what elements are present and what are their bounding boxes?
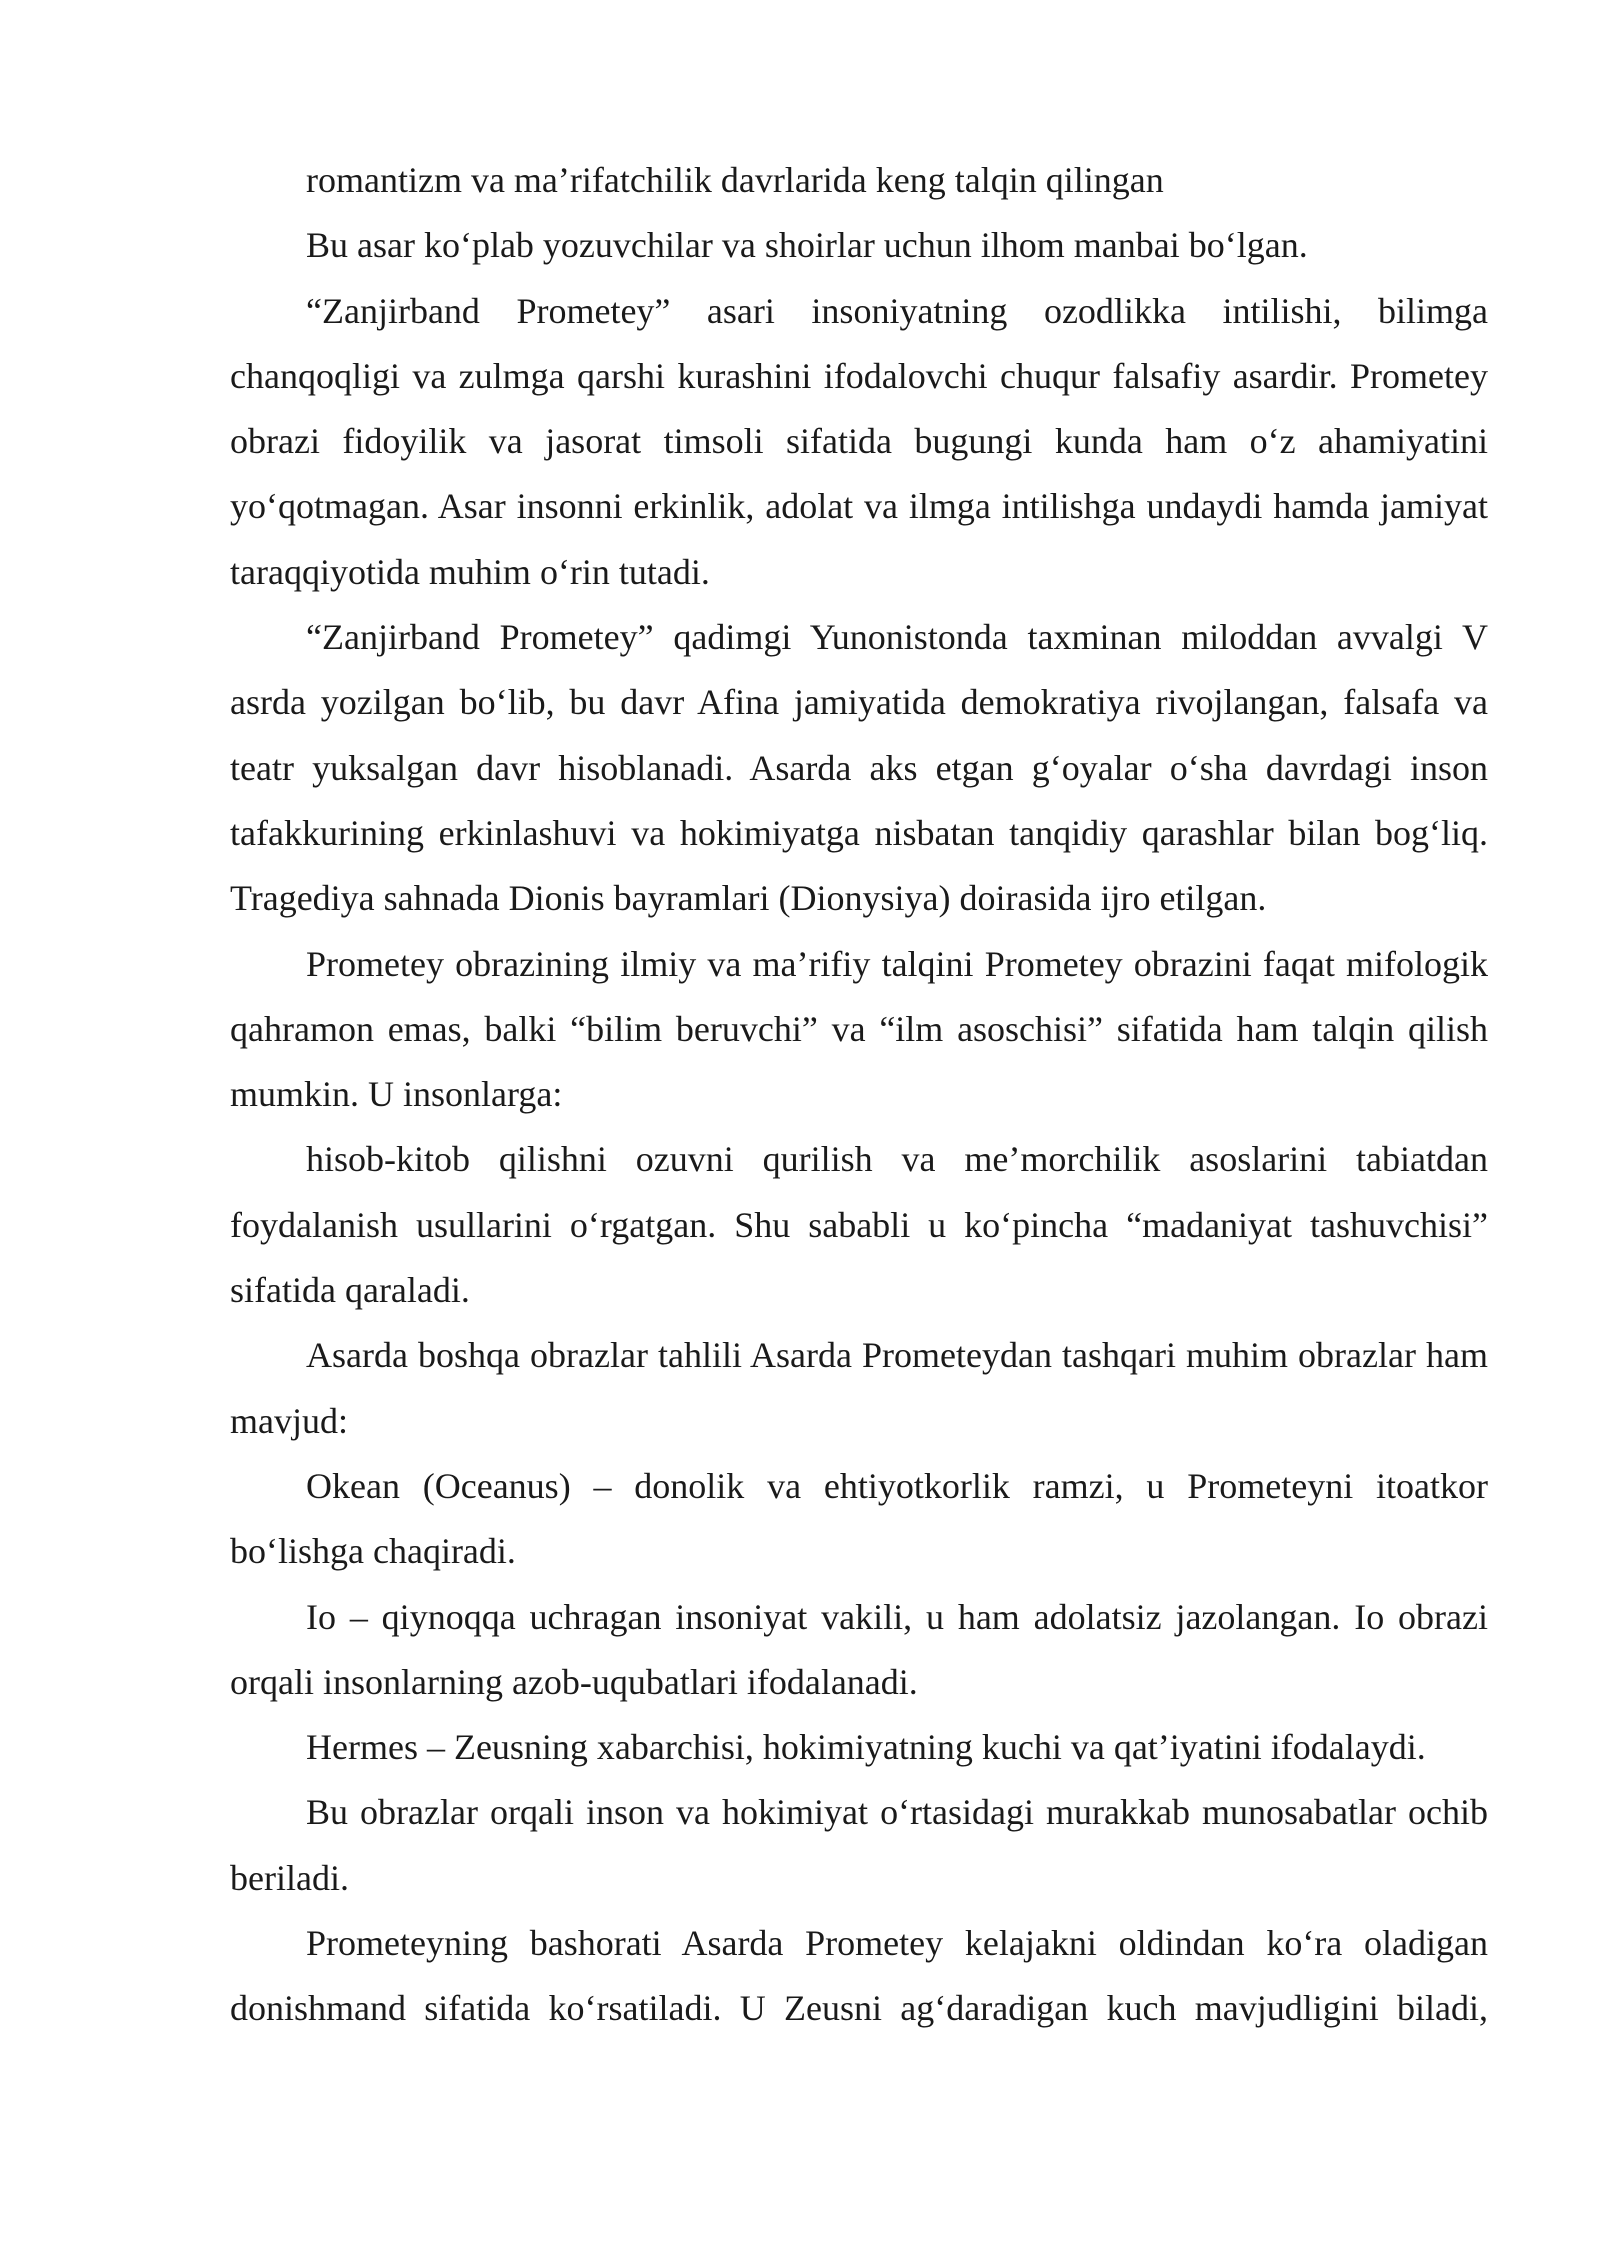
paragraph: Bu obrazlar orqali inson va hokimiyat o‘rtasidagi murakkab munosabatlar ochib beriladi. — [230, 1792, 1488, 1898]
paragraph: “Zanjirband Prometey” asari insoniyatning ozodlikka intilishi, bilimga chanqoqligi va zulmga qarshi kurashini ifodalovchi chuqur falsafiy asardir. Prometey obrazi fidoyilik va jasorat timsoli sifatida bugungi kunda ham o‘z ahamiyatini yo‘qotmagan. Asar insonni erkinlik, adolat va ilmga intilishga undaydi hamda jamiyat taraqqiyotida muhim o‘rin tutadi. — [230, 290, 1488, 592]
paragraph: hisob-kitob qilishni ozuvni qurilish va me’morchilik asoslarini tabiatdan foydalanish usullarini o‘rgatgan. Shu sababli u ko‘pincha “madaniyat tashuvchisi” sifatida qaraladi. — [230, 1139, 1488, 1311]
paragraph: Asarda boshqa obrazlar tahlili Asarda Prometeydan tashqari muhim obrazlar ham mavjud: — [230, 1335, 1488, 1441]
paragraph: Okean (Oceanus) – donolik va ehtiyotkorlik ramzi, u Prometeyni itoatkor bo‘lishga chaqiradi. — [230, 1465, 1488, 1572]
paragraph: romantizm va ma’rifatchilik davrlarida keng talqin qilingan — [306, 160, 1164, 200]
paragraph: Bu asar ko‘plab yozuvchilar va shoirlar uchun ilhom manbai bo‘lgan. — [306, 225, 1308, 266]
paragraph: Prometeyning bashorati Asarda Prometey kelajakni oldindan ko‘ra oladigan donishmand sifatida ko‘rsatiladi. U Zeusni ag‘daradigan kuch mavjudligini biladi, — [230, 1923, 1488, 2029]
document-page — [230, 148, 1488, 2042]
paragraph: Hermes – Zeusning xabarchisi, hokimiyatning kuchi va qat’iyatini ifodalaydi. — [306, 1727, 1426, 1768]
paragraph: Io – qiynoqqa uchragan insoniyat vakili, u ham adolatsiz jazolangan. Io obrazi orqali insonlarning azob-uqubatlari ifodalanadi. — [230, 1596, 1488, 1702]
paragraph: Prometey obrazining ilmiy va ma’rifiy talqini Prometey obrazini faqat mifologik qahramon emas, balki “bilim beruvchi” va “ilm asoschisi” sifatida ham talqin qilish mumkin. U insonlarga: — [230, 943, 1488, 1115]
paragraph: “Zanjirband Prometey” qadimgi Yunonistonda taxminan miloddan avvalgi V asrda yozilgan bo‘lib, bu davr Afina jamiyatida demokratiya rivojlangan, falsafa va teatr yuksalgan davr hisoblanadi. Asarda aks etgan g‘oyalar o‘sha davrdagi inson tafakkurining erkinlashuvi va hokimiyatga nisbatan tanqidiy qarashlar bilan bog‘liq. Tragediya sahnada Dionis bayramlari (Dionysiya) doirasida ijro etilgan. — [230, 617, 1488, 919]
